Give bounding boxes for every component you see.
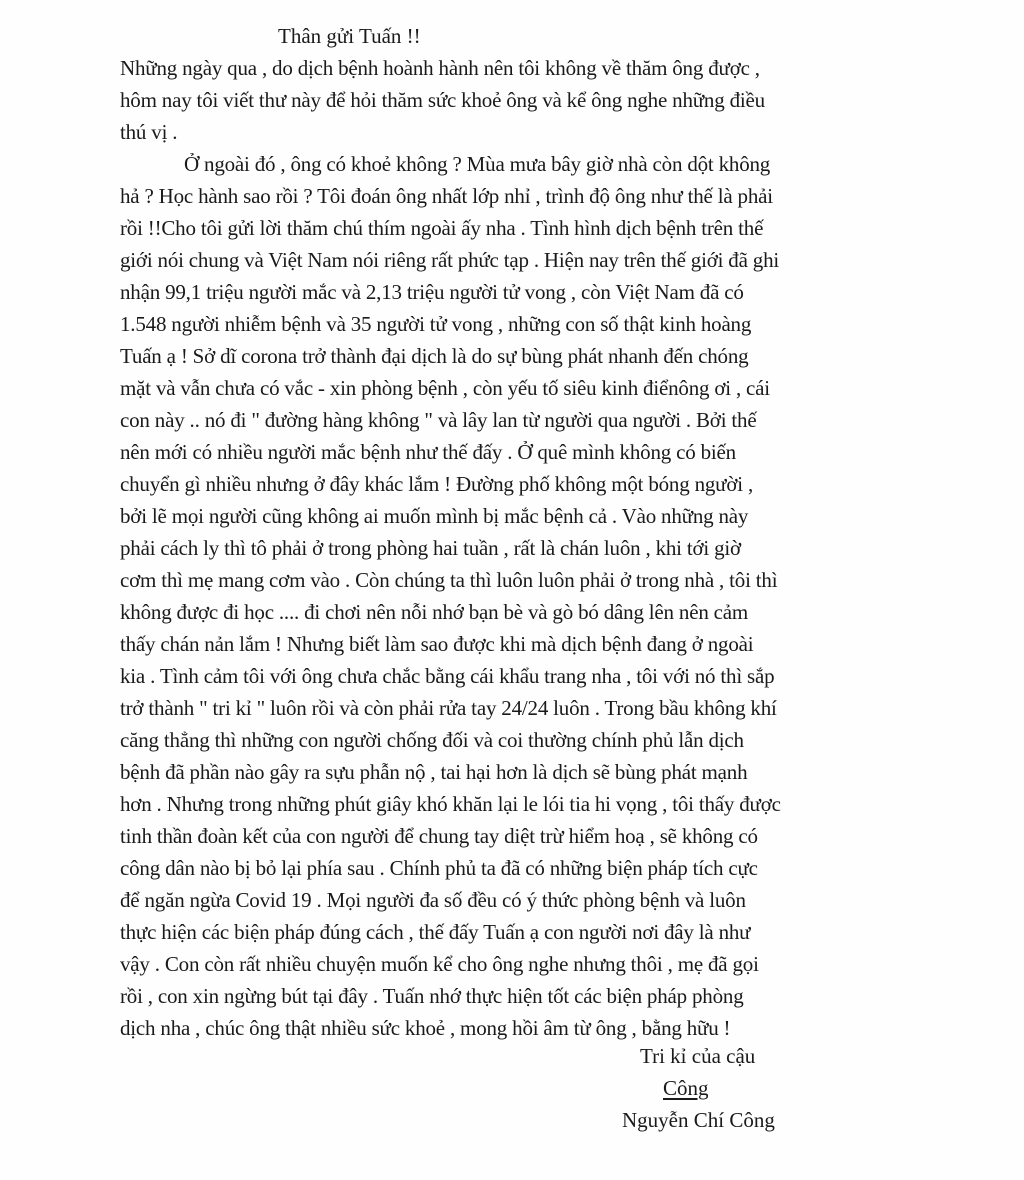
letter-line: con này .. nó đi " đường hàng không " và lây lan từ người qua người . Bởi thế <box>120 408 757 432</box>
letter-line: kia . Tình cảm tôi với ông chưa chắc bằng cái khẩu trang nha , tôi với nó thì sắp <box>120 664 775 688</box>
letter-line: công dân nào bị bỏ lại phía sau . Chính phủ ta đã có những biện pháp tích cực <box>120 856 758 880</box>
letter-body <box>120 52 920 1044</box>
letter-line: Tuấn ạ ! Sở dĩ corona trở thành đại dịch là do sự bùng phát nhanh đến chóng <box>120 344 749 368</box>
letter-line: bởi lẽ mọi người cũng không ai muốn mình bị mắc bệnh cả . Vào những này <box>120 504 749 528</box>
letter-line: tinh thần đoàn kết của con người để chung tay diệt trừ hiểm hoạ , sẽ không có <box>120 824 758 848</box>
letter-line: vậy . Con còn rất nhiều chuyện muốn kể cho ông nghe nhưng thôi , mẹ đã gọi <box>120 952 759 976</box>
letter-line: phải cách ly thì tô phải ở trong phòng hai tuần , rất là chán luôn , khi tới giờ <box>120 536 741 560</box>
letter-line: căng thẳng thì những con người chống đối và coi thường chính phủ lẫn dịch <box>120 728 744 752</box>
letter-line: Ở ngoài đó , ông có khoẻ không ? Mùa mưa bây giờ nhà còn dột không <box>184 152 771 176</box>
letter-line: rồi !!Cho tôi gửi lời thăm chú thím ngoài ấy nha . Tình hình dịch bệnh trên thế <box>120 216 764 240</box>
letter-line: dịch nha , chúc ông thật nhiều sức khoẻ , mong hồi âm từ ông , bằng hữu ! <box>120 1016 731 1040</box>
letter-line: không được đi học .... đi chơi nên nỗi nhớ bạn bè và gò bó dâng lên nên cảm <box>120 600 749 624</box>
valediction: Tri kỉ của cậu <box>640 1044 756 1068</box>
signer-full-name: Nguyễn Chí Công <box>622 1108 775 1132</box>
letter-line: rồi , con xin ngừng bút tại đây . Tuấn nhớ thực hiện tốt các biện pháp phòng <box>120 984 744 1008</box>
letter-line: hôm nay tôi viết thư này để hỏi thăm sức khoẻ ông và kể ông nghe những điều <box>120 88 765 112</box>
letter-line: bệnh đã phần nào gây ra sựu phẫn nộ , tai hại hơn là dịch sẽ bùng phát mạnh <box>120 760 748 784</box>
letter-line: Những ngày qua , do dịch bệnh hoành hành nên tôi không về thăm ông được , <box>120 56 760 80</box>
letter-line: nhận 99,1 triệu người mắc và 2,13 triệu người tử vong , còn Việt Nam đã có <box>120 280 744 304</box>
letter-line: chuyển gì nhiều nhưng ở đây khác lắm ! Đường phố không một bóng người , <box>120 472 754 496</box>
letter-line: hơn . Nhưng trong những phút giây khó khăn lại le lói tia hi vọng , tôi thấy được <box>120 792 781 816</box>
letter-line: hả ? Học hành sao rồi ? Tôi đoán ông nhất lớp nhỉ , trình độ ông như thế là phải <box>120 184 773 208</box>
letter-line: 1.548 người nhiễm bệnh và 35 người tử vong , những con số thật kinh hoàng <box>120 312 752 336</box>
letter-line: cơm thì mẹ mang cơm vào . Còn chúng ta thì luôn luôn phải ở trong nhà , tôi thì <box>120 568 778 592</box>
letter-line: thú vị . <box>120 120 178 144</box>
letter-line: nên mới có nhiều người mắc bệnh như thế đấy . Ở quê mình không có biến <box>120 440 736 464</box>
letter-line: trở thành " tri kỉ " luôn rồi và còn phải rửa tay 24/24 luôn . Trong bầu không khí <box>120 696 777 720</box>
signature: Công <box>663 1076 709 1100</box>
letter-line: để ngăn ngừa Covid 19 . Mọi người đa số đều có ý thức phòng bệnh và luôn <box>120 888 746 912</box>
letter-line: giới nói chung và Việt Nam nói riêng rất phức tạp . Hiện nay trên thế giới đã ghi <box>120 248 779 272</box>
letter-closing <box>622 1040 822 1136</box>
letter-line: mặt và vẫn chưa có vắc - xin phòng bệnh , còn yếu tố siêu kinh điểnông ơi , cái <box>120 376 770 400</box>
letter-greeting: Thân gửi Tuấn !! <box>278 24 421 48</box>
letter-line: thấy chán nản lắm ! Nhưng biết làm sao được khi mà dịch bệnh đang ở ngoài <box>120 632 754 656</box>
letter-line: thực hiện các biện pháp đúng cách , thế đấy Tuấn ạ con người nơi đây là như <box>120 920 751 944</box>
